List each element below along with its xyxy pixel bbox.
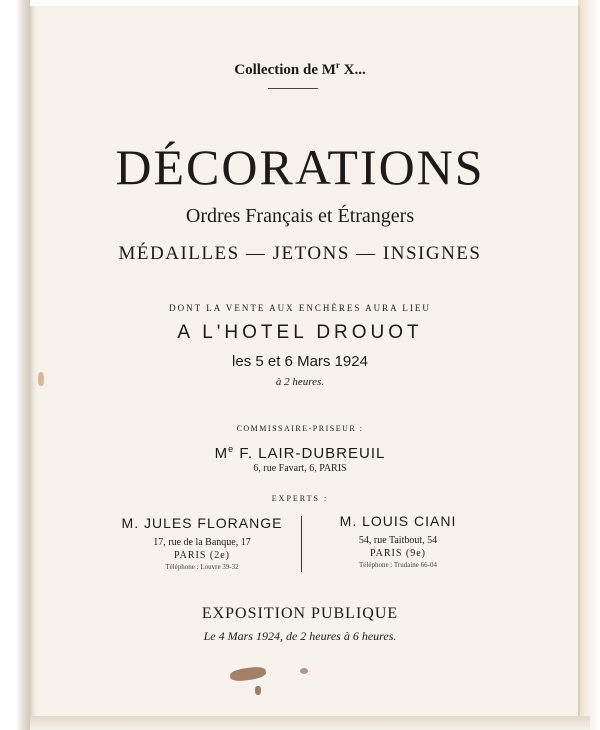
- auctioneer-sup: e: [228, 444, 235, 454]
- items-line: MÉDAILLES — JETONS — INSIGNES: [118, 243, 482, 264]
- auctioneer-name: F. LAIR-DUBREUIL: [234, 445, 386, 462]
- sale-intro: DONT LA VENTE AUX ENCHÈRES AURA LIEU: [169, 303, 431, 313]
- auctioneer-heading: COMMISSAIRE-PRISEUR :: [236, 424, 364, 433]
- ink-stain: [255, 686, 261, 695]
- exhibition-title: EXPOSITION PUBLIQUE: [201, 605, 399, 622]
- expert-left: [112, 515, 292, 571]
- page-subtitle: Ordres Français et Étrangers: [185, 205, 415, 227]
- ink-stain: [300, 668, 308, 674]
- collection-text: Collection de M: [234, 62, 336, 78]
- sale-dates: les 5 et 6 Mars 1924: [232, 353, 368, 370]
- divider-rule: [268, 88, 318, 89]
- auctioneer-address: 6, rue Favart, 6, PARIS: [253, 463, 347, 474]
- sale-time: à 2 heures.: [275, 376, 325, 388]
- expert-left-city: PARIS (2e): [173, 550, 231, 561]
- expert-right-address: 54, rue Taitbout, 54: [358, 535, 438, 546]
- expert-right-city: PARIS (9e): [369, 548, 427, 559]
- auctioneer-name-line: [0, 444, 600, 462]
- sale-venue: A L'HOTEL DROUOT: [177, 322, 423, 343]
- expert-right: [318, 513, 478, 569]
- book-bottom-edge: [30, 716, 590, 730]
- collection-line: [0, 60, 600, 79]
- expert-left-name: M. JULES FLORANGE: [121, 515, 283, 531]
- auctioneer-prefix: M: [214, 445, 229, 462]
- collection-sup: r: [335, 60, 340, 70]
- expert-left-phone: Téléphone : Louvre 39-32: [165, 563, 239, 571]
- collection-suffix: X...: [339, 62, 366, 78]
- expert-right-name: M. LOUIS CIANI: [339, 513, 457, 529]
- experts-heading: EXPERTS :: [271, 494, 329, 503]
- expert-right-phone: Téléphone : Trudaine 66-04: [359, 561, 437, 569]
- expert-left-address: 17, rue de la Banque, 17: [153, 537, 251, 548]
- exhibition-date: Le 4 Mars 1924, de 2 heures à 6 heures.: [203, 629, 397, 643]
- page-title: DÉCORATIONS: [115, 139, 485, 195]
- experts-divider: [301, 516, 302, 572]
